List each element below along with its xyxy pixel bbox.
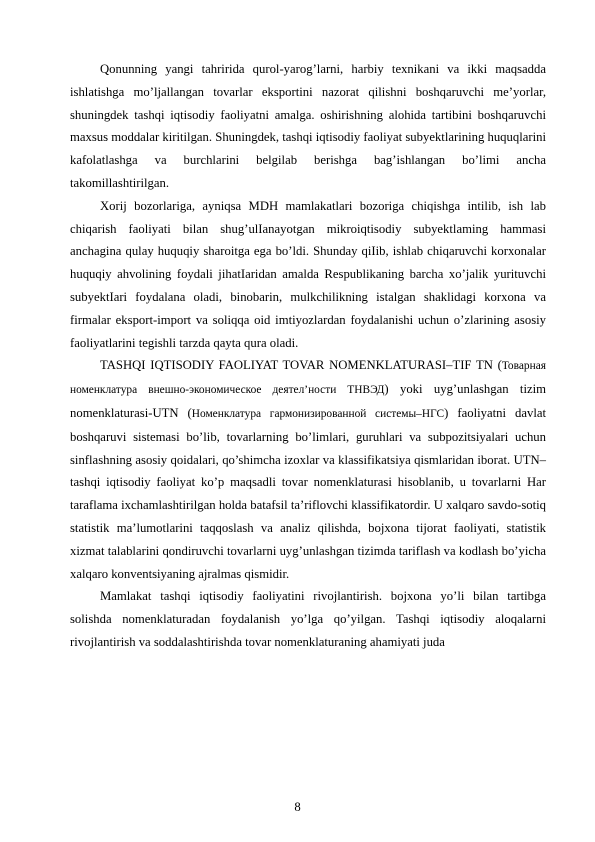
page-number: 8 [294, 800, 301, 814]
document-body [70, 58, 546, 654]
tif-tn-text-b: ) yoki uyg’unlashgan tizim nomenklaturasi-UTN ( [70, 382, 546, 420]
paragraph-customs-regulation: Mamlakat tashqi iqtisodiy faoliyatini rivojlantirish. bojxona yo’li bilan tartibga solishda nomenklaturadan foydalanish yo’lga qo’yilgan. Tashqi iqtisodiy aloqalarni rivojlantirish va soddalashtirishda tovar nomenklaturaning ahamiyati juda [70, 589, 546, 649]
ngs-russian-term: Номенклатура гармонизированной системы–НГС [191, 407, 445, 420]
paragraph-law-revision: Qonunning yangi tahririda qurol-yarog’larni, harbiy texnikani va ikki maqsadda ishlatishga mo’ljallangan tovarlar eksportini nazorat qilishni boshqaruvchi me’yorlar, shuningdek tashqi iqtisodiy faoliyatni amalga. oshirishning alohida tartibini boshqaruvchi maxsus moddalar kiritilgan. Shuningdek, tashqi iqtisodiy faoliyat subyektlarining huquqlarini kafolatlashga va burchlarini belgilab berishga bag’ishlangan bo’limi ancha takomillashtirilgan. [70, 62, 546, 190]
tnved-russian-term: Товарная номенклатура внешно-экономическое деятел’ности ТНВЭД [70, 360, 546, 397]
tif-tn-text-c: ) faoliyatni davlat boshqaruvi sistemasi bo’lib, tovarlarning bo’limlari, guruhlari va subpozitsiyalari uchun sinflashning asosiy qoidalari, qo’shimcha izoxlar va klassifikatsiya qismlaridan iborat. UTN–tashqi iqtisodiy faoliyat ko’p maqsadli tovar nomenklaturasi hisoblanib, u tovarlarni Har taraflama ixchamlashtirilgan holda batafsil ta’riflovchi klassifikatordir. U xalqaro savdo-sotiq statistik ma’lumotlarini taqqoslash va analiz qilishda, bojxona tijorat faoliyati, statistik xizmat talablarini qondiruvchi tovarlarni uyg’unlashgan tizimda tariflash va kodlash bo’yicha xalqaro konventsiyaning ajralmas qismidir. [70, 405, 546, 581]
paragraph-tif-tn [70, 354, 546, 585]
tif-tn-text-a: TASHQI IQTISODIY FAOLIYAT TOVAR NOMENKLATURASI–TIF TN ( [100, 358, 502, 373]
paragraph-foreign-markets: Xorij bozorlariga, ayniqsa MDH mamlakatlari bozoriga chiqishga intilib, ish lab chiqarish faoliyati bilan shug’ulIanayotgan mikroiqtisodiy subyektlaming hammasi anchagina qulay huquqiy sharoitga ega bo’ldi. Shunday qiIib, ishlab chiqaruvchi korxonalar huquqiy ahvolining foydali jihatIaridan amalda Respublikaning barcha xo’jalik yurituvchi subyektIari foydalana oladi, binobarin, mulkchilikning istalgan shaklidagi korxona va firmalar eksport-import va soliqqa oid imtiyozlardan foydalanishi uchun o’zlarining asosiy faoliyatlarini tegishli tarzda qayta qura oladi. [70, 198, 546, 350]
